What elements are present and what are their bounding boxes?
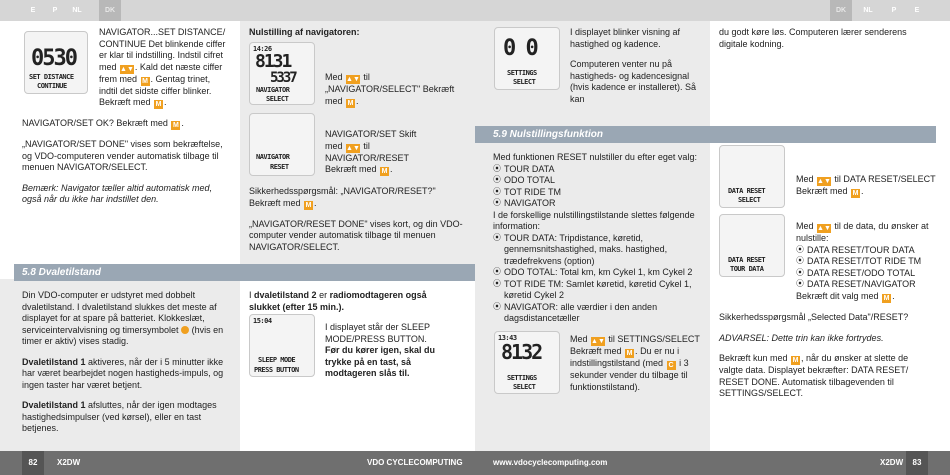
lang-dk-left: DK xyxy=(99,0,121,21)
list-item xyxy=(493,279,703,302)
text-part: TOUR DATA xyxy=(504,163,555,174)
text-part: Kald det næste ciffer frem med xyxy=(99,61,223,84)
set-ok-paragraph: NAVIGATOR/SET OK? Bekræft med M . xyxy=(22,118,184,129)
reset-done: „NAVIGATOR/RESET DONE" vises kort, og din VDO-computer vender automatisk tilbage til menuen NAVIGATOR/SELECT. xyxy=(249,218,463,252)
text-part: (hvis en timer er aktiv) vises stadig. xyxy=(22,324,224,347)
confirm-delete xyxy=(719,353,929,400)
m-key-icon: M xyxy=(142,77,148,85)
lang-nl-right: NL xyxy=(863,7,873,14)
navigator-set-text: NAVIGATOR/SET Skift med ▲▼ til NAVIGATOR/RESET Bekræft med M . xyxy=(325,129,417,176)
page-number-right: 83 xyxy=(906,451,928,475)
text-part: Din VDO-computer er udstyret med dobbelt dvaletilstand. I dvaletilstand slukkes det meste af displayet for at spare på batteriet. Klokkeslæt, serviceintervalvisning og timersymbolet xyxy=(22,290,217,335)
text-part: I xyxy=(249,290,252,300)
lcd-line1: DATA RESET xyxy=(728,187,766,195)
bullet-icon: ⦿ xyxy=(493,175,501,185)
text-part: Du er nu i indstillingstilstand (med xyxy=(570,346,680,368)
text-part: Dvaletilstand 1 xyxy=(22,356,86,367)
lcd-line2: CONTINUE xyxy=(37,82,67,90)
bullet-icon: ⦿ xyxy=(796,256,804,266)
set-done-paragraph: „NAVIGATOR/SET DONE" vises som bekræftelse, og VDO-computeren vender automatisk tilbage til menuen NAVIGATOR/SELECT. xyxy=(22,139,223,173)
data-reset-choose-text xyxy=(796,221,941,303)
lang-p-left: P xyxy=(52,7,58,14)
lcd-time: 13:43 xyxy=(498,334,517,342)
bullet-icon: ⦿ xyxy=(796,244,804,254)
lang-dk-right: DK xyxy=(830,0,852,21)
timer-icon xyxy=(181,326,189,334)
text-part: TOT RIDE TM xyxy=(504,186,562,197)
m-key-icon: M xyxy=(852,190,859,197)
text-part: i 3 sekunder vender du tilbage til funktionstilstand). xyxy=(570,358,689,392)
lcd-big-digits: 8131 xyxy=(255,51,291,72)
lcd-navigator-select xyxy=(249,42,315,105)
footer-model: X2DW xyxy=(880,458,904,467)
text-part: radiomodtageren også slukket (efter 15 min.). xyxy=(249,290,427,312)
sleep2-text xyxy=(325,322,455,380)
bullet-icon: ⦿ xyxy=(493,186,501,196)
lcd-big-digits: 8132 xyxy=(501,340,542,364)
blink-para: I displayet blinker visning af hastighed og kadence. xyxy=(570,27,681,49)
left-col1-body xyxy=(22,118,230,215)
text-part: TOT RIDE TM: Samlet køretid, køretid Cykel 1, køretid Cykel 2 xyxy=(504,278,692,301)
list-item xyxy=(493,198,703,210)
settings-select-text: Med ▲▼ til SETTINGS/SELECT Bekræft med M . Du er nu i indstillingstilstand (med C i 3 sekunder vender du tilbage til funktionstilstand). xyxy=(570,334,700,392)
list-item xyxy=(493,164,703,176)
list-item xyxy=(493,233,703,268)
text-part: Med xyxy=(570,334,588,344)
list-item xyxy=(493,267,703,279)
text-part: aktiveres, når der i 5 minutter ikke har været bearbejdet nogen hastigheds-impuls, og ingen taster har været betjent. xyxy=(22,356,224,390)
text-part: NAVIGATOR/SET OK? Bekræft med xyxy=(22,118,168,128)
lcd-settings-blink xyxy=(494,27,560,90)
lcd-line1: SET DISTANCE xyxy=(29,73,74,81)
up-down-key-icon: ▲▼ xyxy=(346,144,360,152)
lcd-line1: NAVIGATOR xyxy=(256,86,290,94)
navigator-set-distance-text: NAVIGATOR...SET DISTANCE/ CONTINUE Det blinkende ciffer er klar til indstilling. Indstil cifret med ▲▼. Kald det næste ciffer frem med M . Gentag trinet, indtil det sidste ciffer blinker. Bekræft med M . xyxy=(99,27,226,109)
list-item xyxy=(493,302,703,325)
text-part: TOUR DATA: Tripdistance, køretid, gennemsnitshastighed, maks. hastighed, trædefrekvens (option) xyxy=(504,232,668,266)
text-part: NAVIGATOR: alle værdier i den anden dagsdistancetæller xyxy=(504,301,658,324)
lcd-line1: SETTINGS xyxy=(507,374,537,382)
section-5-9-title: 5.9 Nulstillingsfunktion xyxy=(475,126,936,143)
bullet-icon: ⦿ xyxy=(493,198,501,208)
sleep2-heading xyxy=(249,290,449,313)
left-footer xyxy=(0,451,475,475)
sleep-intro xyxy=(22,290,232,348)
text-part: er xyxy=(319,290,328,300)
lcd-data-reset-tour xyxy=(719,214,785,277)
lcd-line1: NAVIGATOR xyxy=(256,153,290,161)
lcd-line1: DATA RESET xyxy=(728,256,766,264)
lang-e-left: E xyxy=(30,7,36,14)
lcd-big-digits: 5337 xyxy=(270,70,296,86)
selected-data-question: Sikkerhedsspørgsmål „Selected Data"/RESET? xyxy=(719,312,909,322)
m-key-icon: M xyxy=(792,357,799,365)
text-part: Dvaletilstand 1 xyxy=(22,400,86,411)
sleep2-wake: Før du kører igen, skal du trykke på en tast, så modtageren slås til. xyxy=(325,345,436,379)
list-item xyxy=(796,256,941,268)
m-key-icon: M xyxy=(883,294,890,302)
text-part: Sikkerhedsspørgsmål: „NAVIGATOR/RESET?" Bekræft med xyxy=(249,186,436,208)
lcd-line2: RESET xyxy=(270,163,289,171)
navigator-reset-heading: Nulstilling af navigatoren: xyxy=(249,27,360,37)
up-down-key-icon: ▲▼ xyxy=(346,76,360,83)
reset-info-intro: I de forskellige nulstillingstilstande slettes følgende information: xyxy=(493,209,695,232)
note-paragraph: Bemærk: Navigator tæller altid automatisk med, også når du ikke har indstillet den. xyxy=(22,182,213,205)
lcd-settings-select xyxy=(494,331,560,394)
bullet-icon: ⦿ xyxy=(493,232,501,242)
footer-brand: VDO CYCLECOMPUTING xyxy=(367,458,463,467)
text-part: DATA RESET/TOT RIDE TM xyxy=(807,256,922,267)
lcd-big-digits: 0530 xyxy=(31,46,76,71)
learn-text: du godt køre løs. Computeren lærer senderens digitale kodning. xyxy=(719,27,907,49)
text-part: afsluttes, når der igen modtages hastighedsimpulser (ved kørsel), eller en tast betjenes. xyxy=(22,400,217,434)
text-part: ODO TOTAL xyxy=(504,175,556,186)
right-col2-body xyxy=(719,312,929,400)
wait-para: Computeren venter nu på hastigheds- og kadencesignal (hvis kadence er installeret). Så kan xyxy=(570,59,697,104)
choose-intro xyxy=(796,221,941,245)
list-item xyxy=(796,245,941,257)
m-key-icon: M xyxy=(155,101,162,109)
text-part: Med xyxy=(796,174,814,184)
lcd-set-distance xyxy=(24,31,88,94)
up-down-key-icon: ▲▼ xyxy=(120,65,134,73)
c-key-icon: C xyxy=(668,362,674,369)
lcd-time: 14:26 xyxy=(253,45,272,53)
lang-nl-left: NL xyxy=(72,7,82,14)
text-part: NAVIGATOR/SET Skift med xyxy=(325,129,417,151)
left-col2-body xyxy=(249,186,464,262)
m-key-icon: M xyxy=(347,99,354,107)
text-part: DATA RESET/TOUR DATA xyxy=(807,244,915,255)
lcd-big-digits: 0 0 xyxy=(503,36,537,61)
footer-url[interactable]: www.vdocyclecomputing.com xyxy=(493,458,608,467)
bullet-icon: ⦿ xyxy=(796,267,804,277)
bullet-icon: ⦿ xyxy=(493,267,501,277)
text-part: DATA RESET/NAVIGATOR xyxy=(807,279,916,290)
text-part: Med xyxy=(325,72,343,82)
reset-body xyxy=(493,152,703,325)
data-reset-select-text: Med ▲▼ til DATA RESET/SELECT Bekræft med M . xyxy=(796,174,936,197)
lang-e-right: E xyxy=(914,7,920,14)
m-key-icon: M xyxy=(381,168,388,176)
warning-text: ADVARSEL: Dette trin kan ikke fortrydes. xyxy=(719,332,884,343)
page-number-left: 82 xyxy=(22,451,44,475)
text-part: til DATA RESET/SELECT Bekræft med xyxy=(796,174,936,196)
text-part: til de data, du ønsker at nulstille: xyxy=(796,221,929,243)
m-key-icon: M xyxy=(626,350,633,357)
lcd-line1: SETTINGS xyxy=(507,69,537,77)
lcd-line2: SELECT xyxy=(266,95,289,103)
section-5-8-title: 5.8 Dvaletilstand xyxy=(14,264,475,281)
text-part: NAVIGATOR...SET DISTANCE/ CONTINUE Det blinkende ciffer er klar til indstilling. Indstil cifret med xyxy=(99,27,226,72)
footer-model: X2DW xyxy=(57,458,81,467)
lcd-line2: SELECT xyxy=(513,383,536,391)
list-item xyxy=(796,268,941,280)
lcd-sleep-mode xyxy=(249,314,315,377)
lcd-time: 15:04 xyxy=(253,317,272,325)
lang-p-right: P xyxy=(891,7,897,14)
text-part: NAVIGATOR xyxy=(504,198,556,209)
text-part: til „NAVIGATOR/SELECT" Bekræft med xyxy=(325,72,455,106)
sleep1-activate xyxy=(22,357,232,392)
lcd-line2: PRESS BUTTON xyxy=(254,366,299,374)
reset-intro: Med funktionen RESET nulstiller du efter eget valg: xyxy=(493,152,697,162)
lcd-line2: SELECT xyxy=(513,78,536,86)
list-item xyxy=(796,279,941,291)
right-footer xyxy=(475,451,950,475)
sleep1-exit xyxy=(22,400,232,435)
list-item xyxy=(493,187,703,199)
bullet-icon: ⦿ xyxy=(493,301,501,311)
text-part: ODO TOTAL: Total km, km Cykel 1, km Cykel 2 xyxy=(504,267,693,278)
lcd-line1: SLEEP MODE xyxy=(258,356,296,364)
text-part: til NAVIGATOR/RESET Bekræft med xyxy=(325,140,409,175)
up-down-key-icon: ▲▼ xyxy=(817,225,831,232)
lcd-line2: SELECT xyxy=(738,196,761,204)
text-part: Med xyxy=(796,221,814,231)
text-part: til SETTINGS/SELECT Bekræft med xyxy=(570,334,700,356)
text-part: Gentag trinet, indtil det sidste ciffer blinker. Bekræft med xyxy=(99,73,212,108)
lcd-data-reset-select xyxy=(719,145,785,208)
sleep2-display: I displayet står der SLEEP MODE/PRESS BUTTON. xyxy=(325,322,430,344)
bullet-icon: ⦿ xyxy=(796,279,804,289)
up-down-key-icon: ▲▼ xyxy=(817,178,831,185)
confirm-choice: Bekræft dit valg med M . xyxy=(796,290,895,302)
bullet-icon: ⦿ xyxy=(493,278,501,288)
text-part: dvaletilstand 2 xyxy=(254,290,317,300)
reset-question: Sikkerhedsspørgsmål: „NAVIGATOR/RESET?" Bekræft med M . xyxy=(249,186,436,209)
text-part: Bekræft kun med xyxy=(719,353,788,364)
m-key-icon: M xyxy=(305,201,312,209)
text-part: , når du ønsker at slette de valgte data. Displayet bekræfter: DATA RESET/ RESET DONE. Automatisk tilbagevenden til SETTINGS/SELECT. xyxy=(719,353,909,399)
m-key-icon: M xyxy=(172,122,179,129)
lcd-navigator-reset xyxy=(249,113,315,176)
blink-text xyxy=(570,27,700,105)
left-sleep-body xyxy=(22,290,232,444)
text-part: Bekræft dit valg med xyxy=(796,290,879,301)
list-item xyxy=(493,175,703,187)
up-down-key-icon: ▲▼ xyxy=(591,338,605,345)
bullet-icon: ⦿ xyxy=(493,163,501,173)
navigator-select-text: Med ▲▼ til „NAVIGATOR/SELECT" Bekræft med M . xyxy=(325,72,455,107)
lcd-line2: TOUR DATA xyxy=(730,265,764,273)
text-part: DATA RESET/ODO TOTAL xyxy=(807,267,916,278)
